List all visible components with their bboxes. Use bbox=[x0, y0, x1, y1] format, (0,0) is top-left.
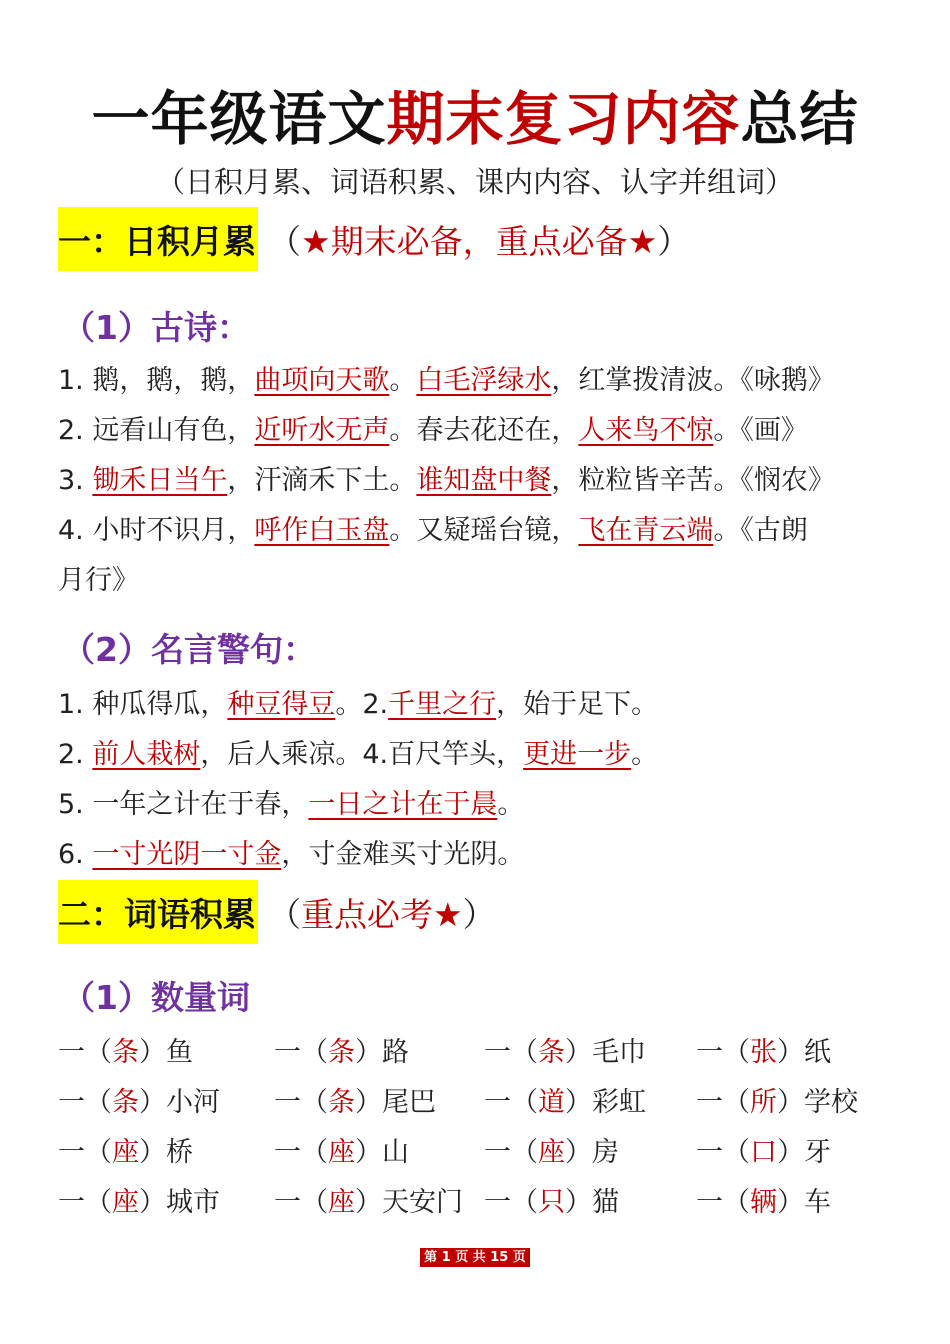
underlined-answer: 人来鸟不惊 bbox=[578, 415, 714, 446]
poem-line bbox=[58, 464, 835, 498]
title-part-1: 一年级语文 bbox=[91, 85, 387, 153]
underlined-answer: 呼作白玉盘 bbox=[254, 515, 390, 546]
subsection-sayings-title: （2）名言警句： bbox=[62, 630, 316, 669]
underlined-answer: 锄禾日当午 bbox=[92, 465, 228, 496]
measure-word: 座 bbox=[328, 1137, 355, 1168]
measure-word: 所 bbox=[750, 1087, 777, 1118]
section-1-label: 一：日积月累 bbox=[58, 207, 258, 271]
section-2-label: 二：词语积累 bbox=[58, 880, 258, 944]
measured-noun: ）纸 bbox=[777, 1037, 831, 1068]
line-text: ，后人乘凉。4.百尺竿头， bbox=[200, 739, 524, 770]
measure-word: 条 bbox=[538, 1037, 565, 1068]
page-title bbox=[0, 72, 950, 156]
measure-word-item: 一（张）纸 bbox=[696, 1037, 831, 1068]
section-2-note: （重点必考★） bbox=[268, 894, 496, 934]
measured-noun: ）房 bbox=[565, 1137, 619, 1168]
measure-word-item: 一（条）路 bbox=[274, 1037, 409, 1068]
line-text: ，红掌拨清波。《咏鹅》 bbox=[551, 365, 835, 396]
measure-word: 条 bbox=[112, 1037, 139, 1068]
underlined-answer: 更进一步 bbox=[523, 739, 632, 770]
section-2-heading bbox=[58, 880, 496, 944]
line-text: 。春去花还在， bbox=[389, 415, 579, 446]
line-text: 。 bbox=[497, 789, 525, 820]
measure-word-item: 一（条）小河 bbox=[58, 1087, 220, 1118]
measured-noun: ）路 bbox=[355, 1037, 409, 1068]
underlined-answer: 近听水无声 bbox=[254, 415, 390, 446]
subsection-poems-title: （1）古诗： bbox=[62, 308, 250, 347]
saying-line bbox=[58, 788, 524, 822]
measure-word: 辆 bbox=[750, 1187, 777, 1218]
page-number: 第 1 页 共 15 页 bbox=[420, 1248, 530, 1267]
saying-line bbox=[58, 688, 658, 722]
measured-noun: ）城市 bbox=[139, 1187, 220, 1218]
line-text: 。又疑瑶台镜， bbox=[389, 515, 579, 546]
underlined-answer: 谁知盘中餐 bbox=[416, 465, 552, 496]
underlined-answer: 千里之行 bbox=[388, 689, 497, 720]
poem-line bbox=[58, 414, 808, 448]
measure-word-item: 一（只）猫 bbox=[484, 1187, 619, 1218]
line-text: 2. 远看山有色， bbox=[58, 415, 255, 446]
line-text: 2. bbox=[58, 739, 93, 770]
measure-word-item: 一（辆）车 bbox=[696, 1187, 831, 1218]
underlined-answer: 一寸光阴一寸金 bbox=[92, 839, 282, 870]
underlined-answer: 白毛浮绿水 bbox=[416, 365, 552, 396]
line-text: ，始于足下。 bbox=[496, 689, 659, 720]
measure-word-item: 一（所）学校 bbox=[696, 1087, 858, 1118]
section-1-heading bbox=[58, 207, 690, 271]
measure-word: 张 bbox=[750, 1037, 777, 1068]
section-1-note: （★期末必备，重点必备★） bbox=[268, 221, 691, 261]
line-text: 。 bbox=[389, 365, 417, 396]
saying-line bbox=[58, 838, 524, 872]
line-text: 月行》 bbox=[58, 565, 139, 596]
measure-word: 座 bbox=[112, 1187, 139, 1218]
poem-line bbox=[58, 514, 808, 548]
line-text: 。《画》 bbox=[713, 415, 808, 446]
underlined-answer: 一日之计在于晨 bbox=[308, 789, 498, 820]
measure-word-item: 一（口）牙 bbox=[696, 1137, 831, 1168]
underlined-answer: 种豆得豆 bbox=[227, 689, 336, 720]
measure-word: 座 bbox=[112, 1137, 139, 1168]
poem-line bbox=[58, 564, 139, 598]
title-part-2: 期末复习内容 bbox=[386, 85, 741, 153]
measure-word-item: 一（条）鱼 bbox=[58, 1037, 193, 1068]
measure-word: 条 bbox=[112, 1087, 139, 1118]
title-part-3: 总结 bbox=[740, 85, 859, 153]
measured-noun: ）鱼 bbox=[139, 1037, 193, 1068]
line-text: 3. bbox=[58, 465, 93, 496]
line-text: 。2. bbox=[335, 689, 389, 720]
measure-word-item: 一（条）尾巴 bbox=[274, 1087, 436, 1118]
subsection-measure-title: （1）数量词 bbox=[62, 978, 250, 1017]
measure-word-item: 一（座）天安门 bbox=[274, 1187, 463, 1218]
measured-noun: ）猫 bbox=[565, 1187, 619, 1218]
measure-word: 道 bbox=[538, 1087, 565, 1118]
measured-noun: ）车 bbox=[777, 1187, 831, 1218]
underlined-answer: 前人栽树 bbox=[92, 739, 201, 770]
measured-noun: ）牙 bbox=[777, 1137, 831, 1168]
measure-word-item: 一（座）山 bbox=[274, 1137, 409, 1168]
measured-noun: ）学校 bbox=[777, 1087, 858, 1118]
poem-line bbox=[58, 364, 835, 398]
measured-noun: ）桥 bbox=[139, 1137, 193, 1168]
measure-word: 座 bbox=[538, 1137, 565, 1168]
measure-word: 口 bbox=[750, 1137, 777, 1168]
measure-word-item: 一（道）彩虹 bbox=[484, 1087, 646, 1118]
measure-word: 条 bbox=[328, 1037, 355, 1068]
measure-word: 条 bbox=[328, 1087, 355, 1118]
line-text: ，寸金难买寸光阴。 bbox=[281, 839, 525, 870]
line-text: 1. 鹅，鹅，鹅， bbox=[58, 365, 255, 396]
line-text: 6. bbox=[58, 839, 93, 870]
line-text: 4. 小时不识月， bbox=[58, 515, 255, 546]
line-text: ，汗滴禾下土。 bbox=[227, 465, 417, 496]
page-subtitle: （日积月累、词语积累、课内内容、认字并组词） bbox=[155, 165, 794, 199]
page-footer bbox=[0, 1246, 950, 1265]
measure-word: 只 bbox=[538, 1187, 565, 1218]
line-text: ，粒粒皆辛苦。《悯农》 bbox=[551, 465, 835, 496]
measured-noun: ）山 bbox=[355, 1137, 409, 1168]
measured-noun: ）小河 bbox=[139, 1087, 220, 1118]
measured-noun: ）彩虹 bbox=[565, 1087, 646, 1118]
measure-word: 座 bbox=[328, 1187, 355, 1218]
measure-word-item: 一（条）毛巾 bbox=[484, 1037, 646, 1068]
measured-noun: ）毛巾 bbox=[565, 1037, 646, 1068]
line-text: 1. 种瓜得瓜， bbox=[58, 689, 228, 720]
measured-noun: ）天安门 bbox=[355, 1187, 463, 1218]
measure-word-item: 一（座）城市 bbox=[58, 1187, 220, 1218]
line-text: 。 bbox=[631, 739, 659, 770]
saying-line bbox=[58, 738, 658, 772]
measured-noun: ）尾巴 bbox=[355, 1087, 436, 1118]
measure-word-item: 一（座）房 bbox=[484, 1137, 619, 1168]
underlined-answer: 飞在青云端 bbox=[578, 515, 714, 546]
line-text: 5. 一年之计在于春， bbox=[58, 789, 309, 820]
line-text: 。《古朗 bbox=[713, 515, 808, 546]
measure-word-item: 一（座）桥 bbox=[58, 1137, 193, 1168]
underlined-answer: 曲项向天歌 bbox=[254, 365, 390, 396]
